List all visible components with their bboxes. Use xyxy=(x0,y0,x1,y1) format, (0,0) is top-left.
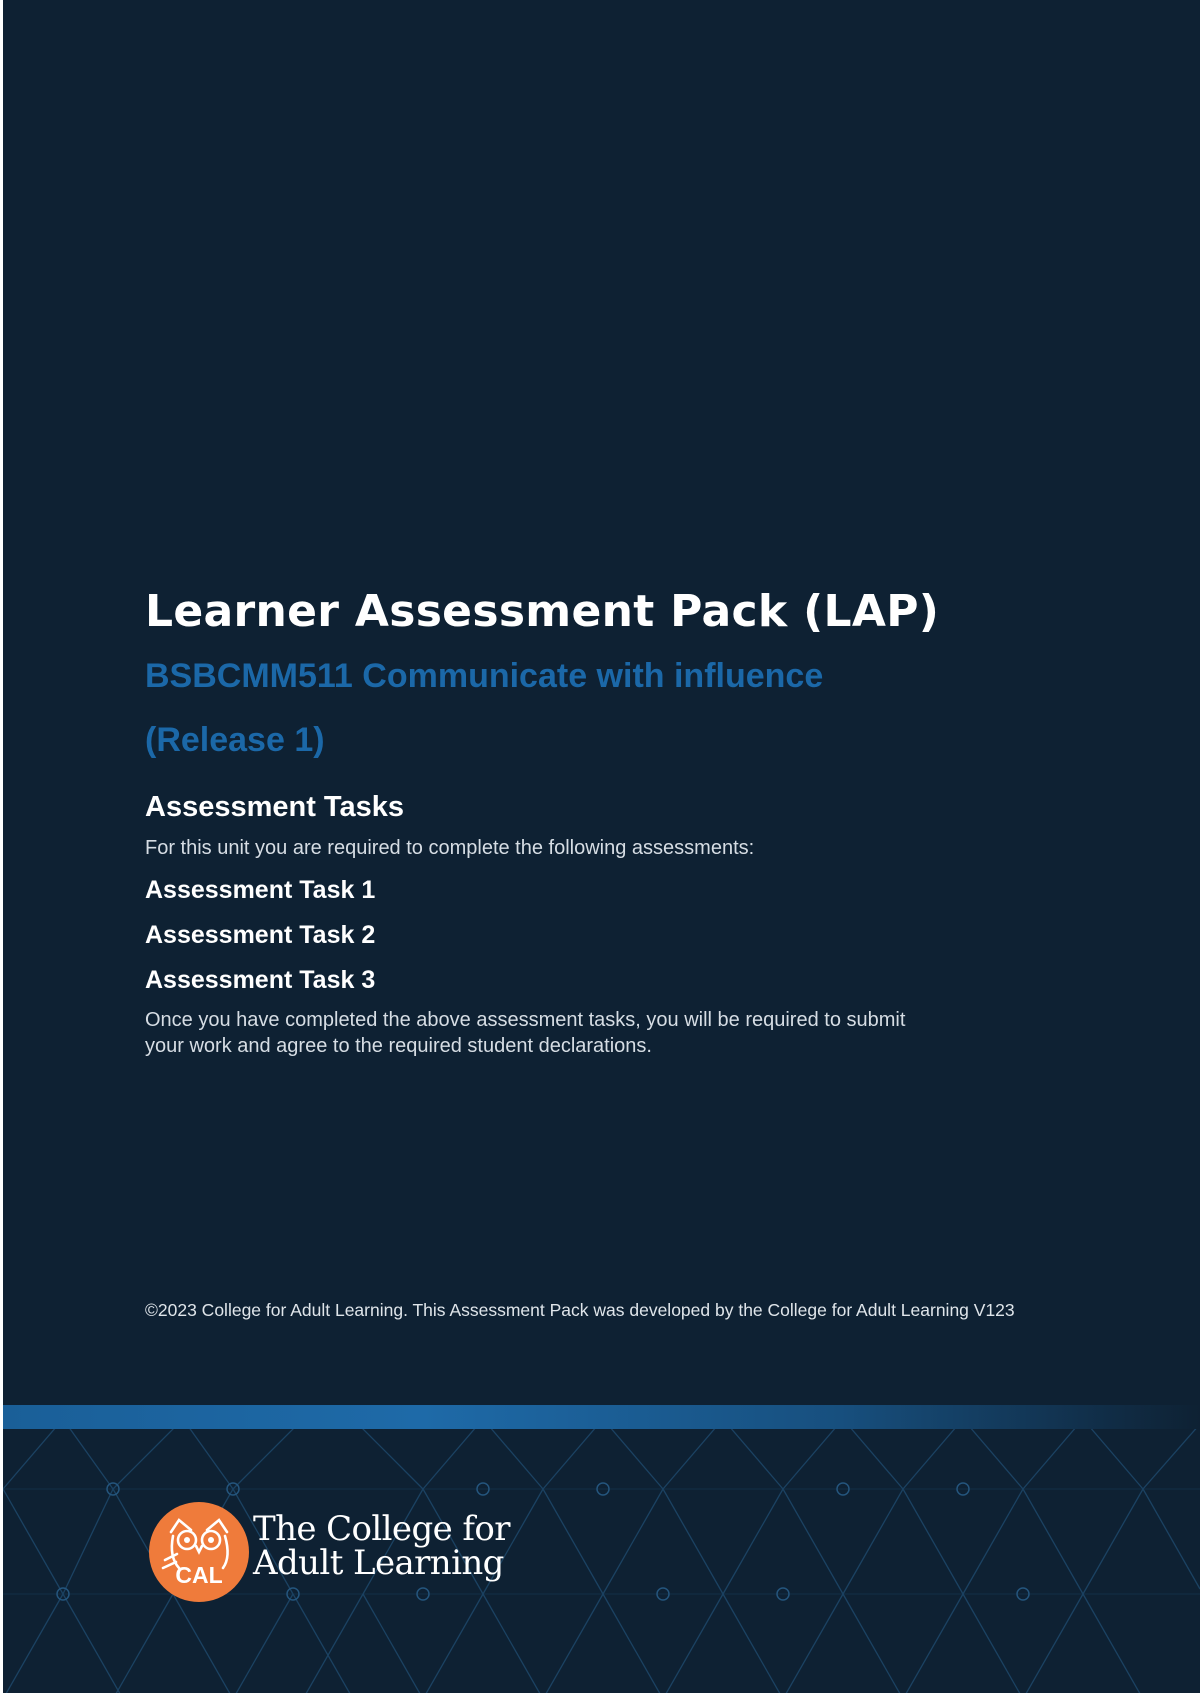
owl-icon xyxy=(149,1502,249,1602)
copyright-notice: ©2023 College for Adult Learning. This Assessment Pack was developed by the College for Adult Learning V123 xyxy=(145,1300,1015,1320)
cover-content xyxy=(145,580,1145,1059)
cover-page xyxy=(3,0,1200,1693)
release-label: (Release 1) xyxy=(145,721,325,759)
closing-text: Once you have completed the above assessment tasks, you will be required to submit your work and agree to the required student declarations. xyxy=(145,1009,906,1057)
assessment-tasks-heading: Assessment Tasks xyxy=(145,791,405,823)
logo-badge-text: CAL xyxy=(175,1562,223,1588)
logo-wordmark xyxy=(253,1509,510,1583)
assessment-task-3: Assessment Task 3 xyxy=(145,966,376,994)
unit-title: BSBCMM511 Communicate with influence xyxy=(145,657,824,695)
document-title: Learner Assessment Pack (LAP) xyxy=(145,586,940,637)
assessment-task-2: Assessment Task 2 xyxy=(145,921,376,949)
logo-line-2: Adult Learning xyxy=(253,1543,504,1583)
logo-line-1: The College for xyxy=(253,1509,510,1549)
assessment-task-1: Assessment Task 1 xyxy=(145,876,376,904)
intro-text: For this unit you are required to complete the following assessments: xyxy=(145,837,755,859)
college-logo xyxy=(149,1502,509,1602)
blue-stripe xyxy=(3,1405,1200,1429)
